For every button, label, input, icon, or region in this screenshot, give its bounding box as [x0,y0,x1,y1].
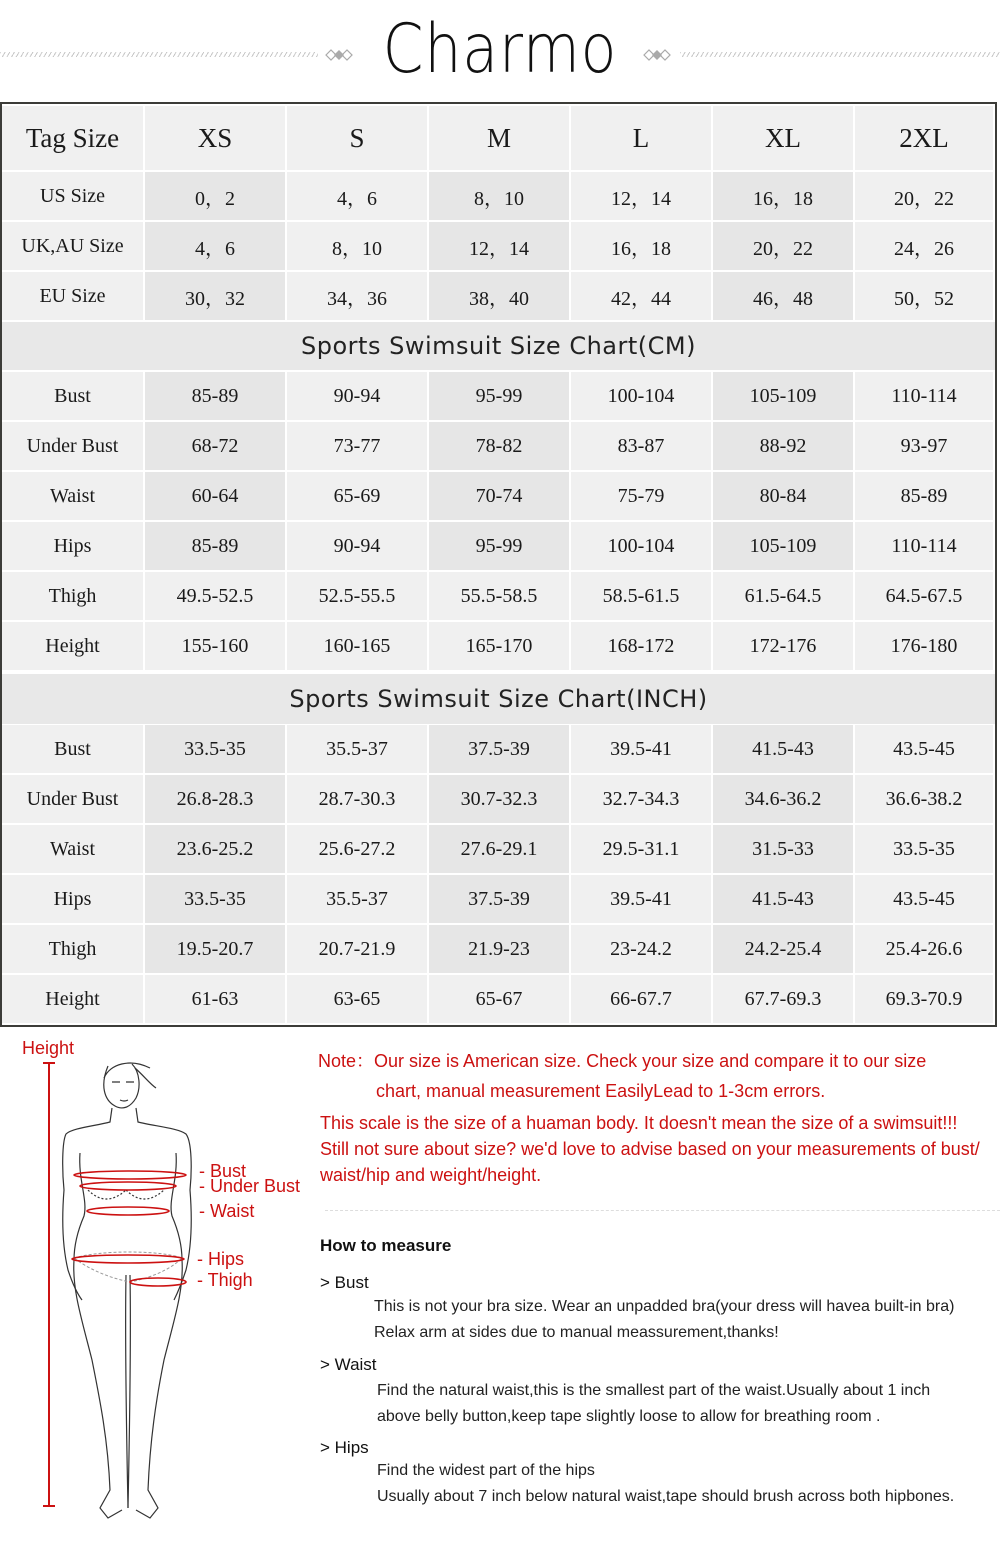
table-row-cm-waist [2,472,995,520]
header-size-m: M [429,106,569,170]
row-label: Under Bust [2,775,143,823]
table-cell: 61-63 [145,975,285,1023]
table-cell: 30.7-32.3 [429,775,569,823]
warning-line-1: This scale is the size of a huaman body. It doesn't mean the size of a swimsuit!!! [320,1113,958,1133]
table-cell: 69.3-70.9 [855,975,993,1023]
step-line: Find the widest part of the hips [377,1462,595,1479]
table-row-inch-waist [2,825,995,873]
table-cell: 12，14 [429,222,569,270]
table-cell: 83-87 [571,422,711,470]
table-cell: 80-84 [713,472,853,520]
decorative-rule-left [0,52,318,57]
row-label: US Size [2,172,143,220]
header-size-xs: XS [145,106,285,170]
table-row-cm-thigh [2,572,995,620]
table-cell: 46，48 [713,272,853,320]
label-height: Height [22,1038,75,1058]
label-hips: - Hips [197,1249,245,1269]
table-cell: 23.6-25.2 [145,825,285,873]
table-cell: 50，52 [855,272,993,320]
table-cell: 20.7-21.9 [287,925,427,973]
header-size-2xl: 2XL [855,106,993,170]
table-cell: 43.5-45 [855,725,993,773]
table-cell: 58.5-61.5 [571,572,711,620]
table-cell: 85-89 [855,472,993,520]
row-label: UK,AU Size [2,222,143,270]
table-cell: 39.5-41 [571,725,711,773]
table-row-uk-au-size [2,222,995,270]
warning-text [320,1110,980,1188]
table-cell: 24，26 [855,222,993,270]
step-title-bust: > Bust [320,1273,369,1292]
table-cell: 33.5-35 [145,725,285,773]
table-cell: 73-77 [287,422,427,470]
table-cell: 95-99 [429,372,569,420]
row-label: Thigh [2,925,143,973]
table-cell: 67.7-69.3 [713,975,853,1023]
section-divider [325,1210,1000,1211]
table-row-cm-height [2,622,995,670]
table-cell: 12，14 [571,172,711,220]
table-cell: 8，10 [429,172,569,220]
row-label: Thigh [2,572,143,620]
table-cell: 37.5-39 [429,875,569,923]
table-cell: 105-109 [713,372,853,420]
table-cell: 70-74 [429,472,569,520]
table-cell: 85-89 [145,372,285,420]
table-cell: 64.5-67.5 [855,572,993,620]
table-cell: 20，22 [713,222,853,270]
table-cell: 110-114 [855,522,993,570]
table-cell: 29.5-31.1 [571,825,711,873]
table-cell: 34.6-36.2 [713,775,853,823]
header-size-l: L [571,106,711,170]
table-cell: 90-94 [287,372,427,420]
woman-silhouette-icon [0,1030,310,1541]
table-row-inch-bust [2,725,995,773]
table-cell: 39.5-41 [571,875,711,923]
note-line-1: Note：Our size is American size. Check your size and compare it to our size [318,1051,927,1071]
table-row-eu-size [2,272,995,320]
table-cell: 4，6 [145,222,285,270]
table-cell: 31.5-33 [713,825,853,873]
label-thigh: - Thigh [197,1270,253,1290]
table-row-inch-hips [2,875,995,923]
brand-header [0,0,1000,102]
table-cell: 8，10 [287,222,427,270]
row-label: Height [2,975,143,1023]
row-label: Height [2,622,143,670]
label-under-bust: - Under Bust [199,1176,301,1196]
table-cell: 38，40 [429,272,569,320]
row-label: Bust [2,372,143,420]
table-cell: 85-89 [145,522,285,570]
table-cell: 26.8-28.3 [145,775,285,823]
table-cell: 0，2 [145,172,285,220]
table-cell: 110-114 [855,372,993,420]
header-size-xl: XL [713,106,853,170]
table-cell: 27.6-29.1 [429,825,569,873]
table-cell: 30，32 [145,272,285,320]
table-cell: 35.5-37 [287,875,427,923]
row-label: Waist [2,825,143,873]
table-cell: 93-97 [855,422,993,470]
table-cell: 43.5-45 [855,875,993,923]
table-cell: 25.4-26.6 [855,925,993,973]
table-cell: 4，6 [287,172,427,220]
row-label: Hips [2,522,143,570]
table-cell: 100-104 [571,372,711,420]
header-tag-size: Tag Size [2,106,143,170]
label-bust: - Bust [199,1161,247,1181]
row-label: EU Size [2,272,143,320]
note-line-2: chart, manual measurement EasilyLead to 1-3cm errors. [376,1081,826,1101]
row-label: Hips [2,875,143,923]
table-row-inch-under-bust [2,775,995,823]
table-cell: 33.5-35 [145,875,285,923]
table-cell: 16，18 [713,172,853,220]
brand-logo: Charmo [382,10,618,89]
header-size-s: S [287,106,427,170]
section-title-cm: Sports Swimsuit Size Chart(CM) [2,322,995,370]
table-cell: 25.6-27.2 [287,825,427,873]
table-cell: 63-65 [287,975,427,1023]
table-cell: 172-176 [713,622,853,670]
step-line: Find the natural waist,this is the smallest part of the waist.Usually about 1 inch [377,1382,931,1399]
decorative-rule-right [680,52,1000,57]
table-cell: 65-67 [429,975,569,1023]
table-row-inch-height [2,975,995,1023]
row-label: Bust [2,725,143,773]
table-cell: 90-94 [287,522,427,570]
step-line: above belly button,keep tape slightly loose to allow for breathing room . [377,1408,881,1425]
table-row-cm-hips [2,522,995,570]
body-measurement-figure [0,1030,310,1541]
row-label: Waist [2,472,143,520]
table-cell: 68-72 [145,422,285,470]
table-cell: 60-64 [145,472,285,520]
table-cell: 16，18 [571,222,711,270]
table-cell: 20，22 [855,172,993,220]
table-row-us-size [2,172,995,220]
row-label: Under Bust [2,422,143,470]
table-cell: 28.7-30.3 [287,775,427,823]
table-cell: 66-67.7 [571,975,711,1023]
table-cell: 32.7-34.3 [571,775,711,823]
size-chart-table [0,102,997,1027]
section-title-inch: Sports Swimsuit Size Chart(INCH) [2,674,995,724]
table-cell: 24.2-25.4 [713,925,853,973]
table-cell: 168-172 [571,622,711,670]
table-cell: 75-79 [571,472,711,520]
table-cell: 37.5-39 [429,725,569,773]
step-text-hips [377,1458,954,1510]
table-cell: 52.5-55.5 [287,572,427,620]
step-text-bust [374,1294,954,1346]
step-title-hips: > Hips [320,1438,369,1457]
table-cell: 23-24.2 [571,925,711,973]
table-cell: 41.5-43 [713,725,853,773]
diamond-ornament-icon [322,46,356,64]
how-to-measure-title: How to measure [320,1236,452,1255]
warning-line-2: Still not sure about size? we'd love to advise based on your measurements of bust/ [320,1139,980,1159]
table-cell: 42，44 [571,272,711,320]
table-cell: 155-160 [145,622,285,670]
table-row-cm-bust [2,372,995,420]
table-cell: 176-180 [855,622,993,670]
table-cell: 65-69 [287,472,427,520]
table-cell: 165-170 [429,622,569,670]
warning-line-3: waist/hip and weight/height. [320,1165,542,1185]
table-cell: 35.5-37 [287,725,427,773]
table-cell: 21.9-23 [429,925,569,973]
table-cell: 88-92 [713,422,853,470]
step-text-waist [377,1378,930,1430]
step-title-waist: > Waist [320,1355,377,1374]
table-cell: 49.5-52.5 [145,572,285,620]
table-cell: 78-82 [429,422,569,470]
table-cell: 160-165 [287,622,427,670]
table-cell: 61.5-64.5 [713,572,853,620]
table-cell: 34，36 [287,272,427,320]
table-row-cm-under-bust [2,422,995,470]
table-cell: 55.5-58.5 [429,572,569,620]
step-line: This is not your bra size. Wear an unpadded bra(your dress will havea built-in bra) [374,1298,955,1315]
table-cell: 19.5-20.7 [145,925,285,973]
table-cell: 100-104 [571,522,711,570]
step-line: Usually about 7 inch below natural waist,tape should brush across both hipbones. [377,1488,955,1505]
table-cell: 41.5-43 [713,875,853,923]
table-cell: 33.5-35 [855,825,993,873]
diamond-ornament-icon [640,46,674,64]
step-line: Relax arm at sides due to manual meassurement,thanks! [374,1324,779,1341]
table-row-inch-thigh [2,925,995,973]
table-cell: 95-99 [429,522,569,570]
table-cell: 36.6-38.2 [855,775,993,823]
table-cell: 105-109 [713,522,853,570]
label-waist: - Waist [199,1201,255,1221]
table-header-row [2,106,995,170]
